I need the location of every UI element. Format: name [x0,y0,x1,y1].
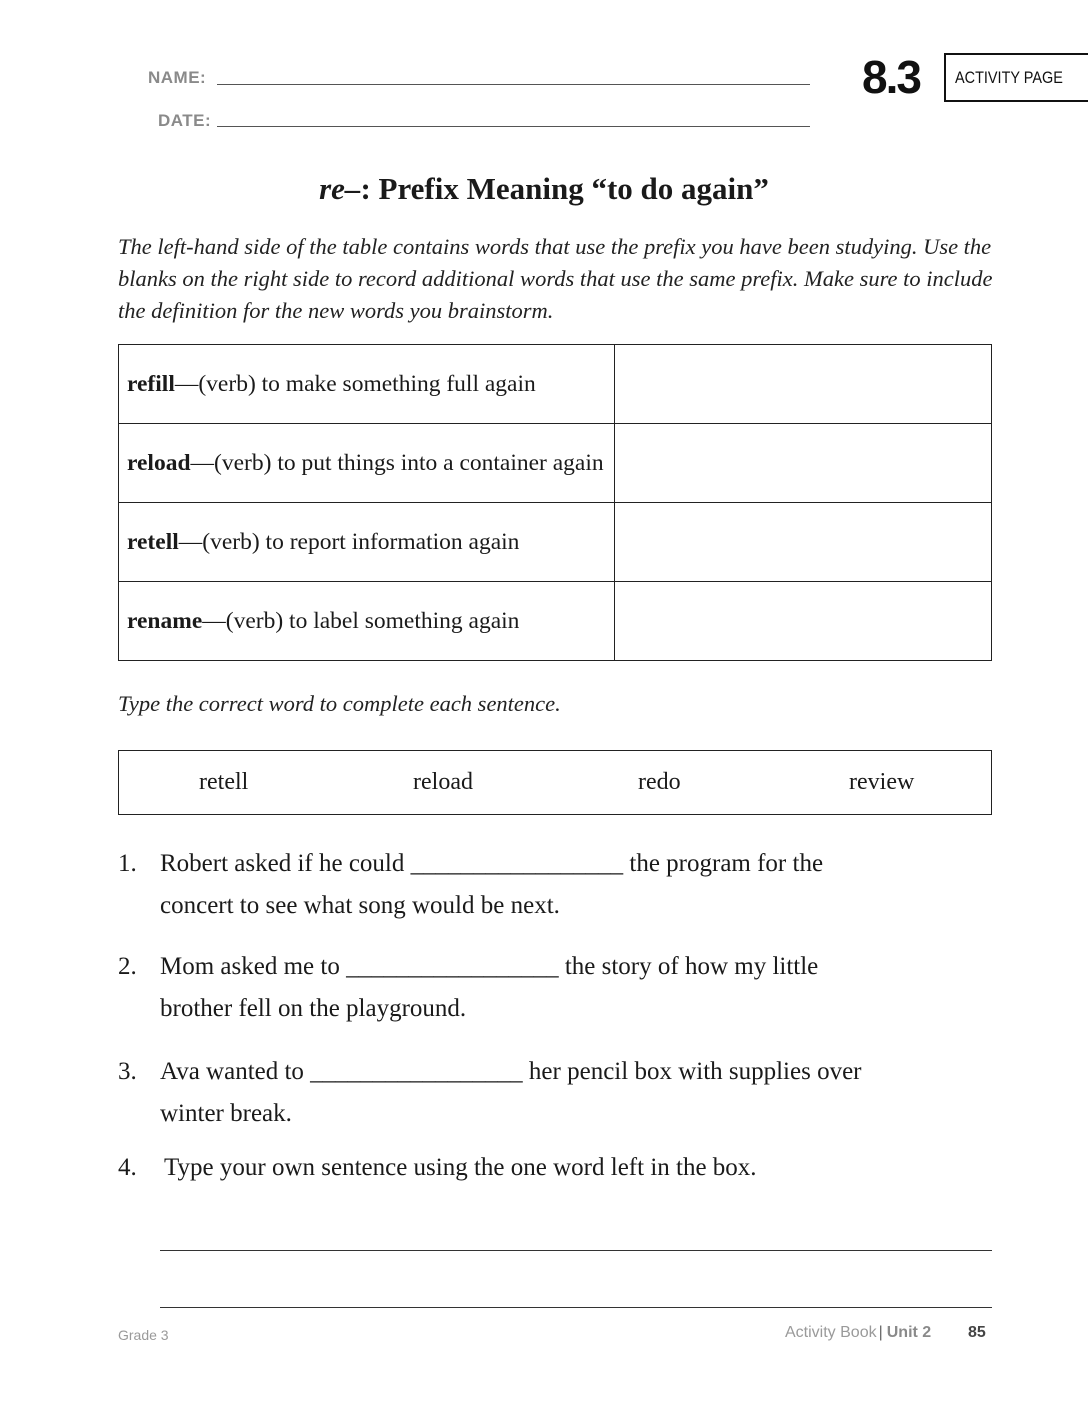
question-text-line1: Type your own sentence using the one word left in the box. [164,1154,757,1181]
footer-book: Activity Book [785,1324,877,1341]
activity-page-label [944,53,1088,102]
answer-line-2[interactable] [160,1307,992,1308]
question-text-line2: concert to see what song would be next. [160,892,560,919]
table-row [119,345,992,424]
question-text-line2: brother fell on the playground. [160,995,467,1022]
vocab-word: retell [127,529,179,555]
question-text-line2: winter break. [160,1100,292,1127]
date-label: DATE: [158,111,212,130]
activity-page-text: ACTIVITY PAGE [955,68,1063,87]
footer-unit: Unit 2 [886,1324,932,1341]
table-row [119,582,992,661]
table-row [119,424,992,503]
word-bank-item: retell [199,769,249,795]
question-number: 3. [118,1058,137,1085]
page-title [0,171,1088,207]
answer-cell[interactable] [615,582,992,661]
word-bank-item: redo [638,769,681,795]
vocab-definition: —(verb) to make something full again [174,371,536,397]
word-bank-item: review [849,769,915,795]
answer-cell[interactable] [615,424,992,503]
vocab-word: rename [127,608,203,634]
table-row [119,503,992,582]
vocab-word: reload [127,450,191,476]
title-rest: : Prefix Meaning “to do again” [360,171,769,206]
question-text-line1: Robert asked if he could _________________ the program for the [160,850,824,877]
vocab-word: refill [127,371,175,397]
question-number: 1. [118,850,137,877]
vocab-definition-cell [119,582,615,661]
page-number: 85 [968,1324,986,1341]
vocab-definition: —(verb) to report information again [178,529,520,555]
activity-number: 8.3 [862,51,920,103]
title-prefix: re– [319,171,361,206]
footer-separator: | [878,1324,883,1341]
question-text-line1: Ava wanted to _________________ her pencil box with supplies over [160,1058,862,1085]
answer-cell[interactable] [615,503,992,582]
vocab-definition: —(verb) to label something again [202,608,520,634]
word-bank [118,750,992,815]
sentence-instructions: Type the correct word to complete each sentence. [118,691,561,716]
question-text-line1: Mom asked me to _________________ the story of how my little [160,953,819,980]
name-field[interactable] [217,84,810,85]
answer-cell[interactable] [615,345,992,424]
vocab-definition-cell [119,424,615,503]
word-bank-item: reload [413,769,473,795]
vocab-definition: —(verb) to put things into a container again [190,450,604,476]
question-number: 2. [118,953,137,980]
footer-grade: Grade 3 [118,1327,169,1343]
date-field[interactable] [217,126,810,127]
answer-line-1[interactable] [160,1250,992,1251]
vocab-definition-cell [119,345,615,424]
vocab-table [118,344,992,661]
name-label: NAME: [148,68,207,87]
vocab-definition-cell [119,503,615,582]
footer-book-info [785,1324,931,1342]
question-number: 4. [118,1154,137,1181]
instructions: The left-hand side of the table contains words that use the prefix you have been studying. Use the blanks on the right side to record additional words that use the same prefix. Make sure to include the definition for the new words you brainstorm. [118,234,993,323]
